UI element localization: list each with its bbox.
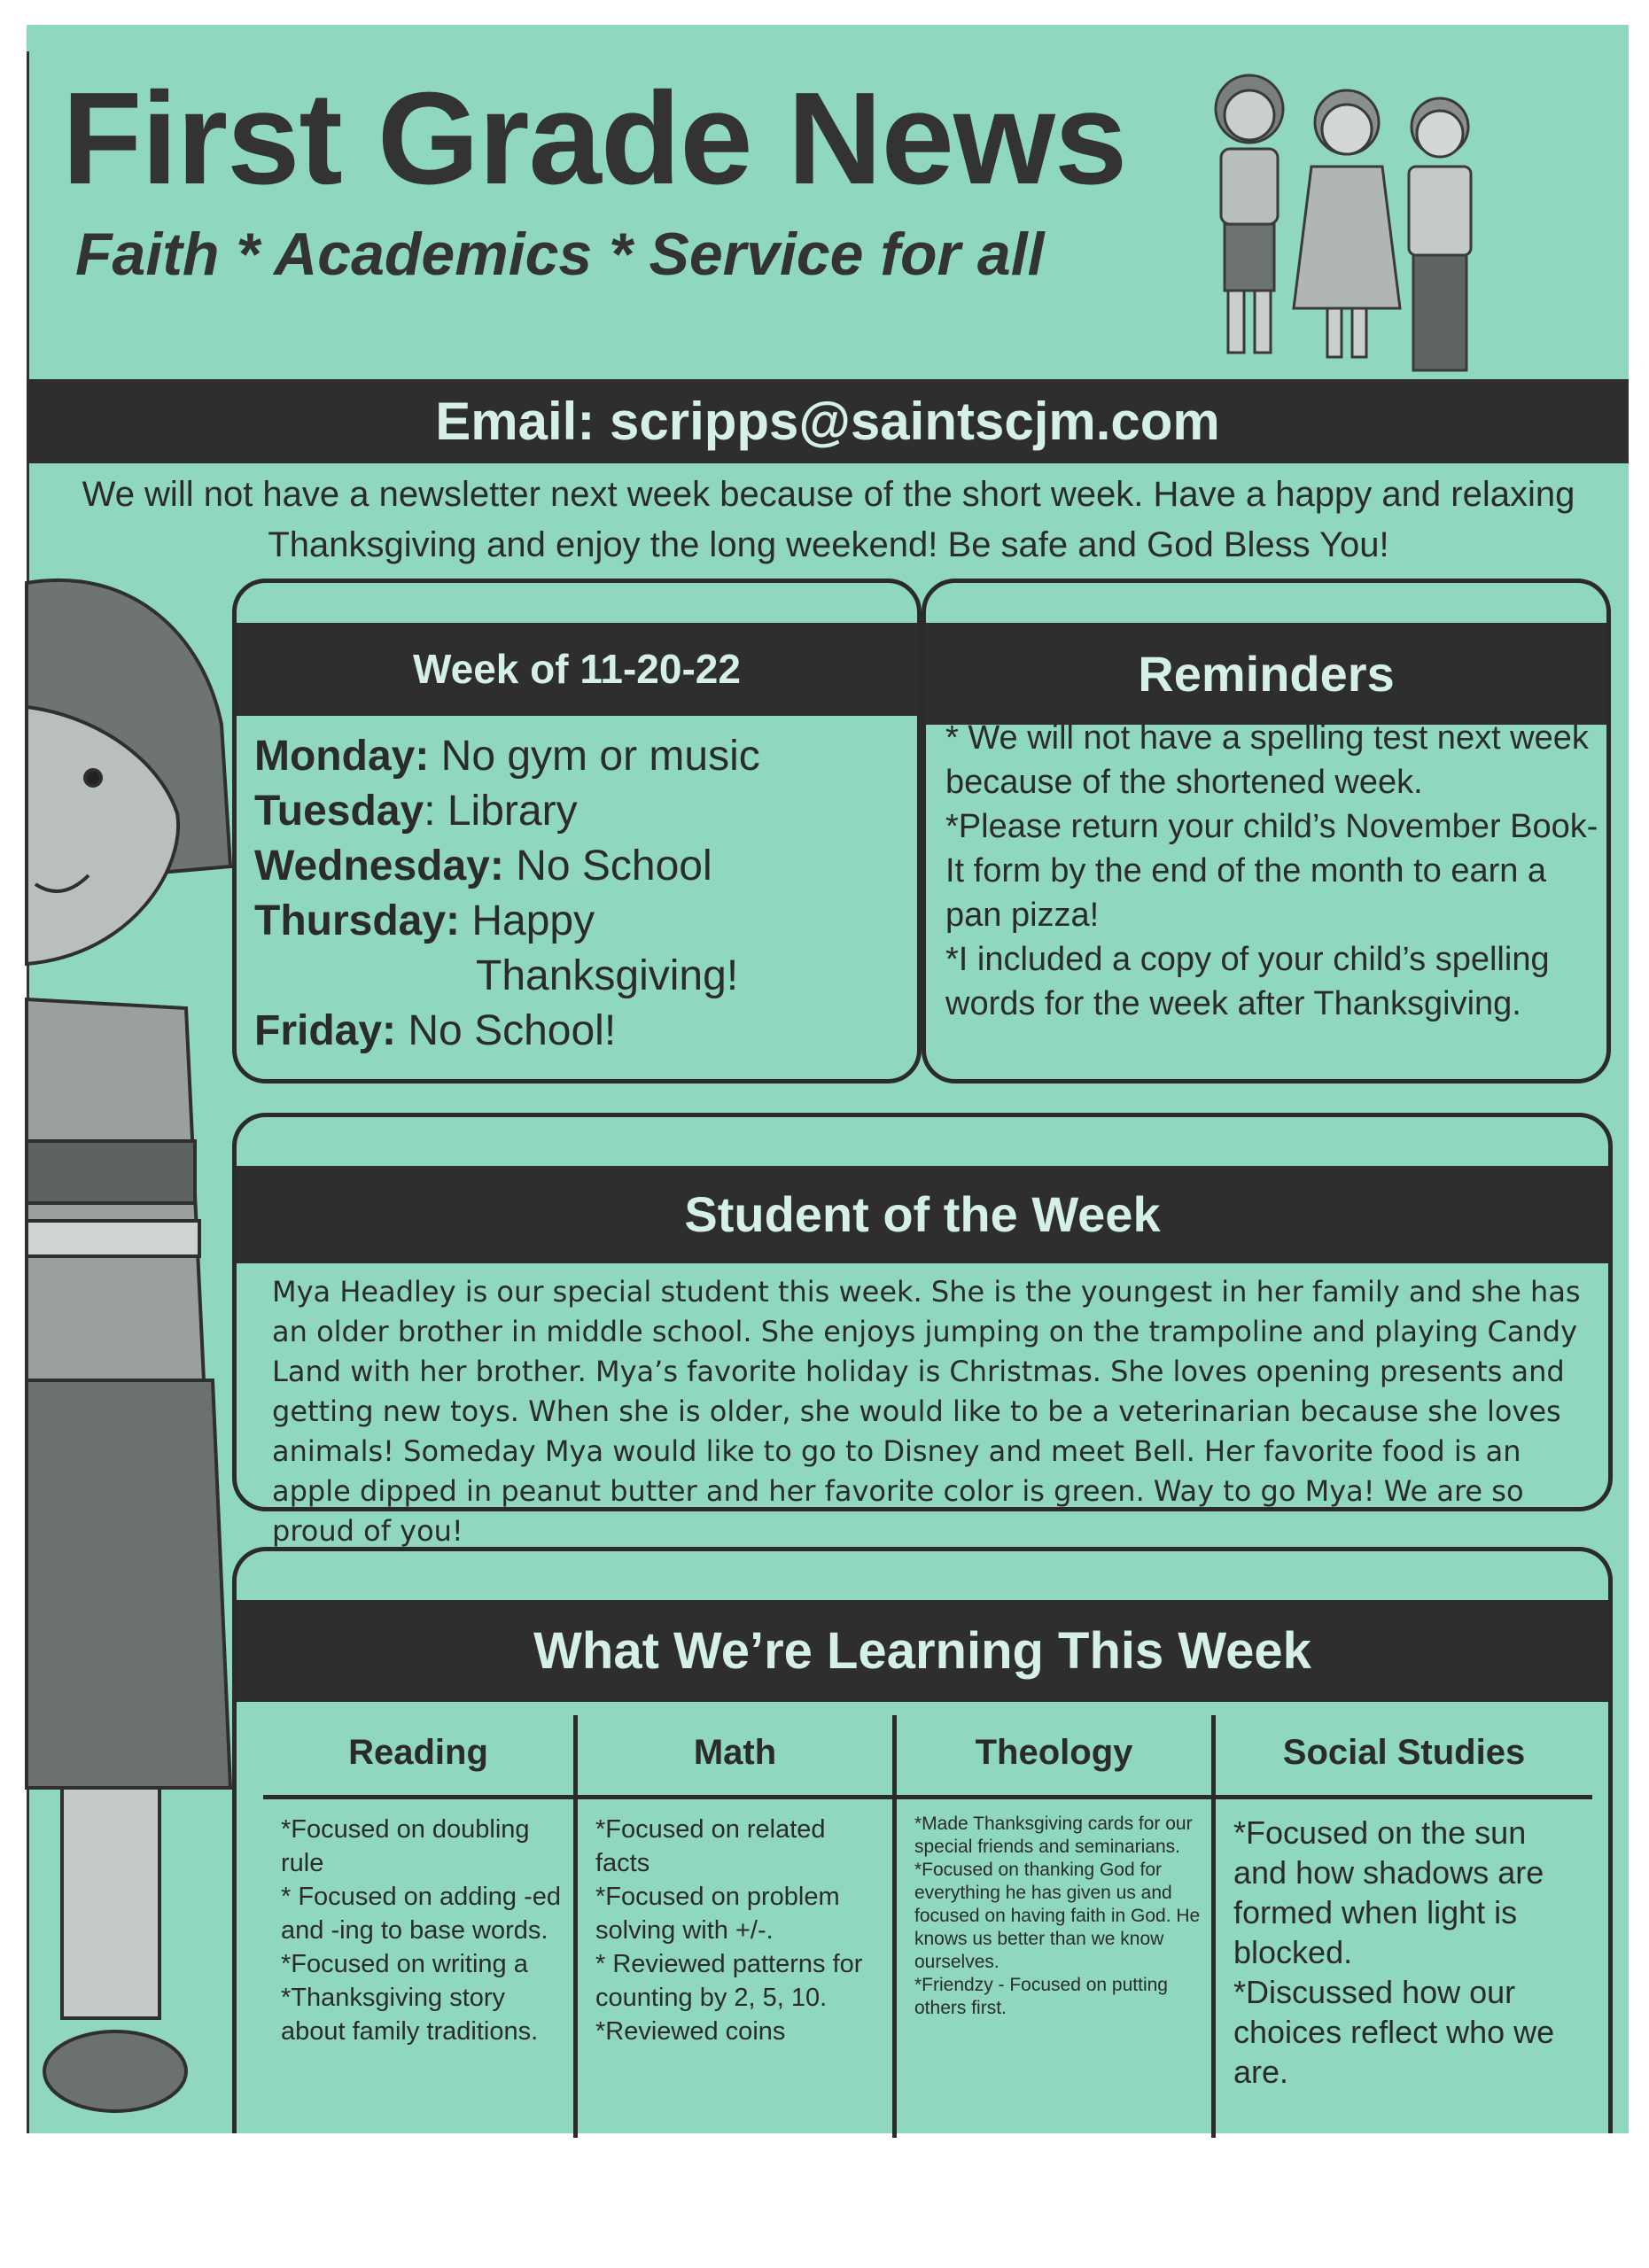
page-title: First Grade News: [62, 66, 1127, 212]
reminders-list: [945, 716, 1601, 1026]
learning-column-math: [578, 1715, 892, 2138]
student-of-week-title: Student of the Week: [237, 1166, 1608, 1263]
learning-item: * Reviewed patterns for counting by 2, 5, 10.: [595, 1950, 863, 2012]
day-row-thursday: Thursday: Happy: [254, 897, 595, 944]
week-title: Week of 11-20-22: [237, 623, 917, 716]
newsletter-page: [27, 25, 1629, 2133]
children-illustration: [1196, 51, 1497, 388]
learning-item: *Focused on doubling rule: [281, 1815, 530, 1877]
column-heading: Social Studies: [1282, 1733, 1526, 1772]
learning-item: *Focused on related facts: [595, 1815, 826, 1877]
learning-item: *Reviewed coins: [595, 2017, 786, 2046]
day-row-thursday-cont: Thanksgiving!: [476, 952, 739, 999]
learning-box: [232, 1547, 1613, 2133]
reminder-item: * We will not have a spelling test next week because of the shortened week.: [945, 719, 1589, 801]
learning-column-theology: [897, 1715, 1211, 2138]
student-of-week-text: Mya Headley is our special student this week. She is the youngest in her family and she has an older brother in middle school. She enjoys jumping on the trampoline and playing Candy Land with her brother. Mya’s favorite holiday is Christmas. She loves opening presents and getting new toys. When she is older, she would like to be a veterinarian because she loves animals! Someday Mya would like to go to Disney and meet Bell. Her favorite food is an apple dipped in peanut butter and her favorite color is green. Way to go Mya! We are so proud of you!: [272, 1275, 1581, 1548]
day-row-friday: Friday: No School!: [254, 1007, 617, 1054]
learning-item: *Made Thanksgiving cards for our special friends and seminarians.: [914, 1814, 1193, 1857]
email-bar: Email: scripps@saintscjm.com: [27, 379, 1629, 463]
week-schedule-box: [232, 579, 922, 1084]
day-row-tuesday: Tuesday: Library: [254, 788, 578, 835]
learning-columns: [263, 1715, 1592, 2138]
reminder-item: *I included a copy of your child’s spelling words for the week after Thanksgiving.: [945, 941, 1550, 1022]
learning-item: *Focused on the sun and how shadows are formed when light is blocked.: [1233, 1814, 1544, 1970]
learning-title: What We’re Learning This Week: [237, 1600, 1608, 1702]
learning-column-reading: [263, 1715, 573, 2138]
column-heading: Math: [693, 1733, 777, 1772]
motto: Faith * Academics * Service for all: [75, 221, 1045, 288]
column-heading: Reading: [348, 1733, 488, 1772]
column-heading: Theology: [975, 1733, 1133, 1772]
week-day-list: [254, 729, 760, 1059]
student-of-week-box: [232, 1113, 1613, 1548]
day-row-wednesday: Wednesday: No School: [254, 843, 712, 889]
learning-item: * Focused on adding -ed and -ing to base words.: [281, 1883, 561, 1945]
learning-item: *Focused on thanking God for everything he has given us and focused on having faith in God. He knows us better than we know ourselves.: [914, 1860, 1201, 1972]
learning-item: *Discussed how our choices reflect who we are.: [1233, 1974, 1555, 2090]
learning-item: *Focused on writing a *Thanksgiving story about family traditions.: [281, 1950, 539, 2046]
reminders-title: Reminders: [926, 623, 1606, 725]
intro-text: We will not have a newsletter next week because of the short week. Have a happy and relaxing Thanksgiving and enjoy the long weekend! Be safe and God Bless You!: [82, 475, 1575, 564]
learning-column-social-studies: [1216, 1715, 1592, 2138]
learning-item: *Focused on problem solving with +/-.: [595, 1883, 840, 1945]
reminder-item: *Please return your child’s November Book-It form by the end of the month to earn a pan pizza!: [945, 808, 1598, 934]
day-row-monday: Monday: No gym or music: [254, 733, 760, 780]
learning-item: *Friendzy - Focused on putting others first.: [914, 1975, 1168, 2018]
reminders-box: [922, 579, 1611, 1084]
